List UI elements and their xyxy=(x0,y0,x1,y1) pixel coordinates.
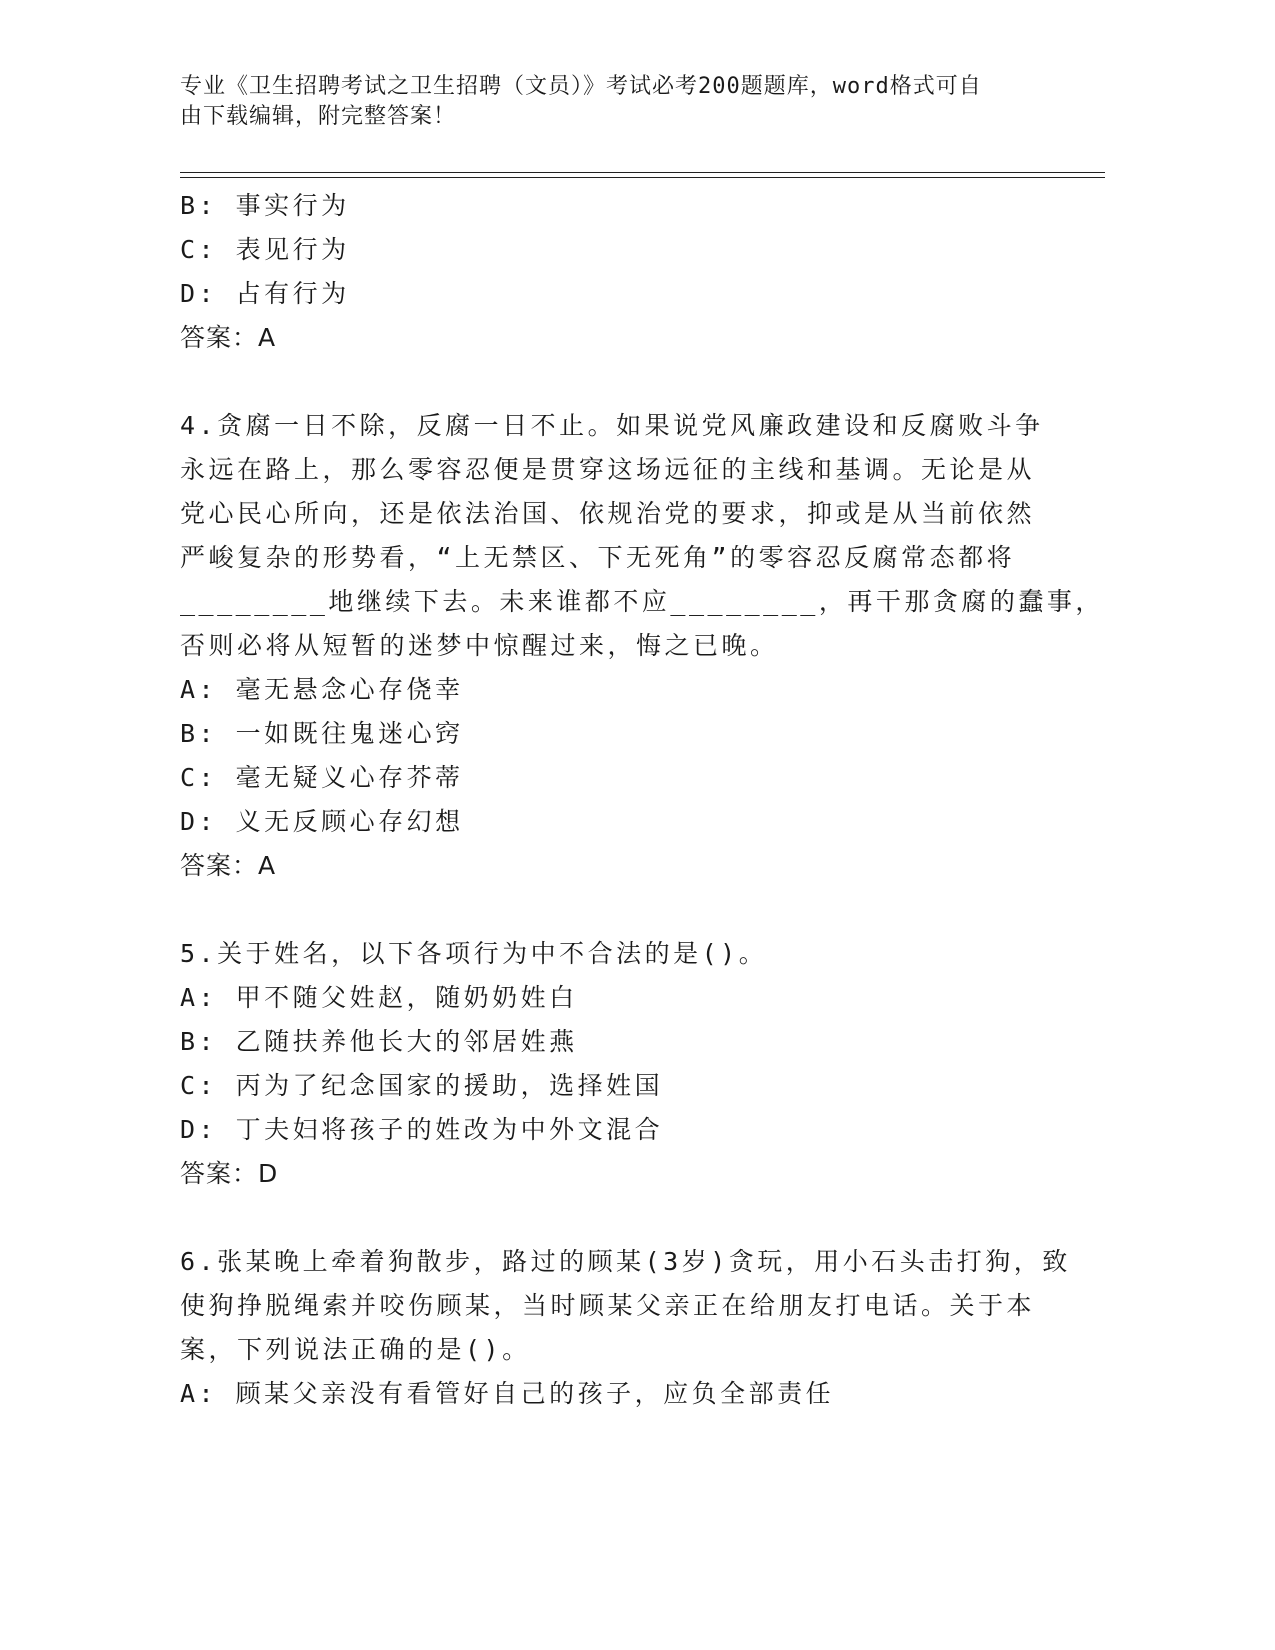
option-b: B: 一如既往鬼迷心窍 xyxy=(180,719,464,748)
answer-line: 答案：A xyxy=(180,851,277,880)
header-line-1: 专业《卫生招聘考试之卫生招聘（文员）》考试必考200题题库，word格式可自 xyxy=(180,74,982,99)
question-5 xyxy=(180,932,1040,1196)
header-divider-top xyxy=(180,172,1105,173)
question-stem-line: 4.贪腐一日不除，反腐一日不止。如果说党风廉政建设和反腐败斗争 xyxy=(180,411,1044,440)
question-stem-line: 否则必将从短暂的迷梦中惊醒过来，悔之已晚。 xyxy=(180,631,779,660)
question-4 xyxy=(180,404,1104,888)
option-d: D: 义无反顾心存幻想 xyxy=(180,807,464,836)
answer-line: 答案：A xyxy=(180,323,277,352)
spacer xyxy=(180,360,1040,404)
header-line-2: 由下载编辑，附完整答案！ xyxy=(180,104,457,129)
question-6 xyxy=(180,1240,1071,1416)
spacer xyxy=(180,888,1040,932)
answer-line: 答案：D xyxy=(180,1159,279,1188)
document-header xyxy=(180,72,1060,132)
option-a: A: 毫无悬念心存侥幸 xyxy=(180,675,464,704)
option-c: C: 毫无疑义心存芥蒂 xyxy=(180,763,464,792)
question-stem-line: ________地继续下去。未来谁都不应________，再干那贪腐的蠢事， xyxy=(180,587,1104,616)
question-stem-line: 6.张某晚上牵着狗散步，路过的顾某(3岁)贪玩，用小石头击打狗，致 xyxy=(180,1247,1071,1276)
question-stem-line: 严峻复杂的形势看，“上无禁区、下无死角”的零容忍反腐常态都将 xyxy=(180,543,1016,572)
option-d: D: 丁夫妇将孩子的姓改为中外文混合 xyxy=(180,1115,664,1144)
question-content xyxy=(180,184,1104,1416)
option-c: C: 表见行为 xyxy=(180,235,350,264)
header-divider-bottom xyxy=(180,177,1105,178)
option-a: A: 甲不随父姓赵，随奶奶姓白 xyxy=(180,983,578,1012)
question-stem-line: 永远在路上，那么零容忍便是贯穿这场远征的主线和基调。无论是从 xyxy=(180,455,1036,484)
question-stem-line: 使狗挣脱绳索并咬伤顾某，当时顾某父亲正在给朋友打电话。关于本 xyxy=(180,1291,1036,1320)
option-a: A: 顾某父亲没有看管好自己的孩子，应负全部责任 xyxy=(180,1379,835,1408)
question-stem-line: 案，下列说法正确的是()。 xyxy=(180,1335,531,1364)
spacer xyxy=(180,1196,1040,1240)
option-b: B: 事实行为 xyxy=(180,191,350,220)
question-3 xyxy=(180,184,1040,360)
option-c: C: 丙为了纪念国家的援助，选择姓国 xyxy=(180,1071,664,1100)
option-b: B: 乙随扶养他长大的邻居姓燕 xyxy=(180,1027,578,1056)
option-d: D: 占有行为 xyxy=(180,279,350,308)
question-stem-line: 党心民心所向，还是依法治国、依规治党的要求，抑或是从当前依然 xyxy=(180,499,1036,528)
question-stem-line: 5.关于姓名，以下各项行为中不合法的是()。 xyxy=(180,939,768,968)
